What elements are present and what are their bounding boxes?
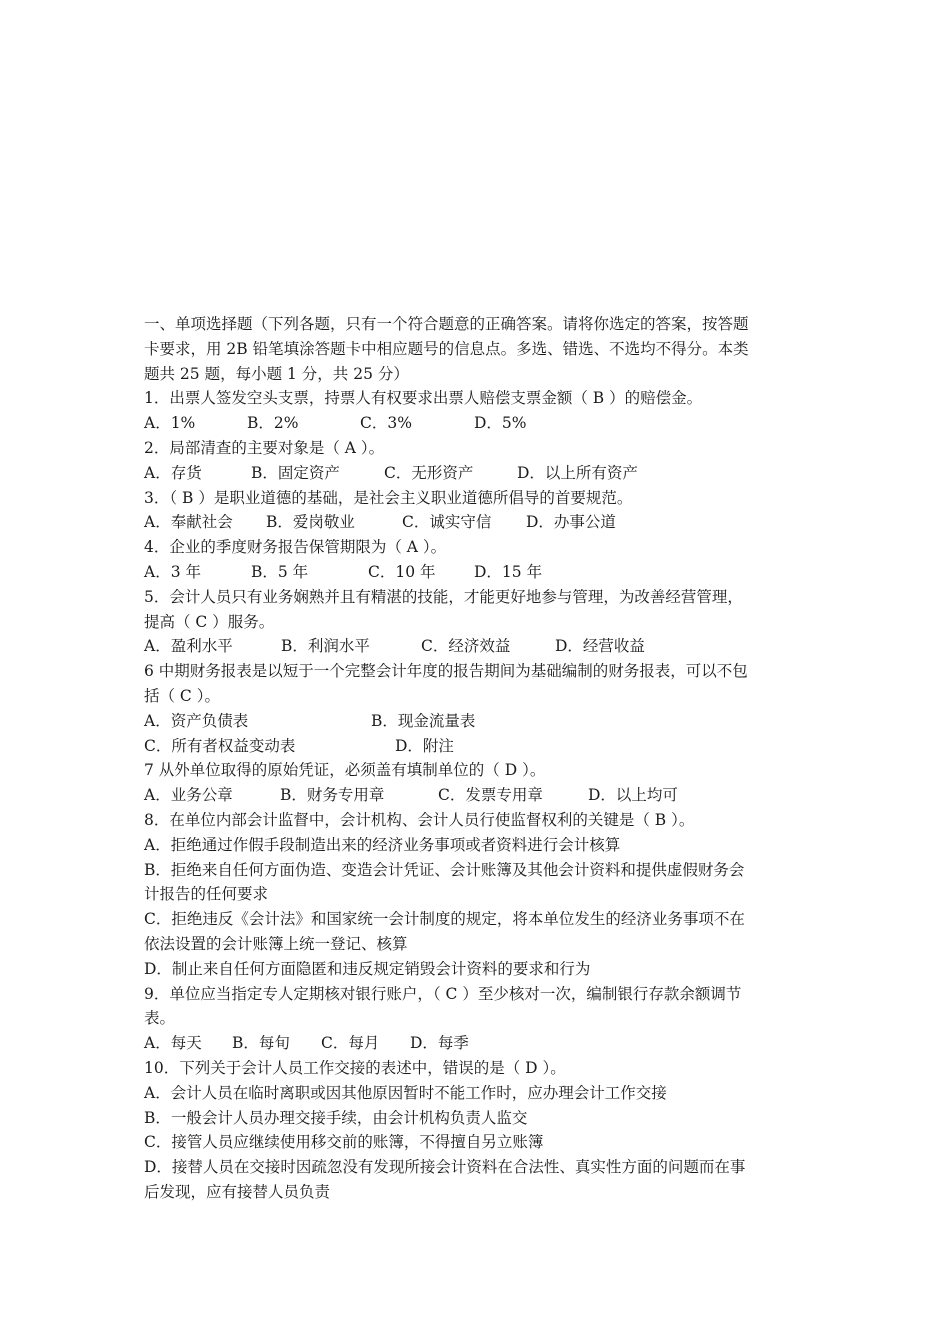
question-stem: 括（ C ）。 (144, 686, 220, 705)
option: C．发票专用章 (438, 786, 543, 805)
option: C．经济效益 (421, 637, 511, 656)
question-stem: 10．下列关于会计人员工作交接的表述中，错误的是（ D ）。 (144, 1058, 566, 1077)
option: D．办事公道 (526, 513, 616, 532)
question-stem: 提高（ C ）服务。 (144, 612, 275, 631)
option: D．5% (474, 414, 527, 433)
option: A．1% (144, 414, 196, 433)
exam-page (144, 312, 812, 1205)
option: C．每月 (321, 1034, 380, 1053)
option: B．2% (247, 414, 299, 433)
options-row (144, 1031, 812, 1056)
question-stem: 1．出票人签发空头支票，持票人有权要求出票人赔偿支票金额（ B ）的赔偿金。 (144, 389, 703, 408)
option: C．10 年 (368, 562, 436, 581)
option: A．每天 (144, 1034, 202, 1053)
option: C．3% (360, 414, 412, 433)
option: A．会计人员在临时离职或因其他原因暂时不能工作时，应办理会计工作交接 (144, 1083, 667, 1102)
option: B．每旬 (232, 1034, 290, 1053)
question-stem: 6 中期财务报表是以短于一个完整会计年度的报告期间为基础编制的财务报表，可以不包 (144, 662, 748, 681)
option: D．附注 (395, 736, 454, 755)
option: B．爱岗敬业 (266, 513, 355, 532)
option: C．所有者权益变动表 (144, 736, 296, 755)
option: B．财务专用章 (280, 786, 385, 805)
option: A．奉献社会 (144, 513, 233, 532)
options-row (144, 783, 812, 808)
option: A．业务公章 (144, 786, 233, 805)
option: 计报告的任何要求 (144, 885, 269, 904)
question-stem: 4．企业的季度财务报告保管期限为（ A ）。 (144, 538, 447, 557)
option: A．存货 (144, 463, 202, 482)
options-row (144, 510, 812, 535)
options-row (144, 560, 812, 585)
option: D．制止来自任何方面隐匿和违反规定销毁会计资料的要求和行为 (144, 959, 591, 978)
option: B．固定资产 (251, 463, 340, 482)
option: A．3 年 (144, 562, 201, 581)
option: A．拒绝通过作假手段制造出来的经济业务事项或者资料进行会计核算 (144, 835, 621, 854)
question-stem: 8．在单位内部会计监督中，会计机构、会计人员行使监督权利的关键是（ B ）。 (144, 810, 695, 829)
option: A．资产负债表 (144, 711, 249, 730)
options-row (144, 634, 812, 659)
option: D．以上所有资产 (517, 463, 638, 482)
option: C．拒绝违反《会计法》和国家统一会计制度的规定，将本单位发生的经济业务事项不在 (144, 910, 745, 929)
option: B．5 年 (251, 562, 309, 581)
option: C．诚实守信 (402, 513, 492, 532)
option: B．拒绝来自任何方面伪造、变造会计凭证、会计账簿及其他会计资料和提供虚假财务会 (144, 860, 745, 879)
options-row (144, 411, 812, 436)
option: B．现金流量表 (371, 711, 476, 730)
section-header-line: 题共 25 题，每小题 1 分，共 25 分） (144, 364, 409, 383)
option: C．无形资产 (384, 463, 474, 482)
option: D．接替人员在交接时因疏忽没有发现所接会计资料在合法性、真实性方面的问题而在事 (144, 1158, 746, 1177)
question-stem: 7 从外单位取得的原始凭证，必须盖有填制单位的（ D ）。 (144, 761, 546, 780)
option: C．接管人员应继续使用移交前的账簿，不得擅自另立账簿 (144, 1133, 544, 1152)
option: B．利润水平 (281, 637, 370, 656)
option: D．经营收益 (555, 637, 645, 656)
option: 后发现，应有接替人员负责 (144, 1182, 331, 1201)
option: D．每季 (410, 1034, 469, 1053)
option: D．15 年 (474, 562, 543, 581)
options-row (144, 461, 812, 486)
question-stem: 9．单位应当指定专人定期核对银行账户，（ C ）至少核对一次，编制银行存款余额调节 (144, 984, 742, 1003)
section-header-line: 一、单项选择题（下列各题，只有一个符合题意的正确答案。请将你选定的答案，按答题 (144, 315, 749, 333)
option: A．盈利水平 (144, 637, 233, 656)
question-stem: 5．会计人员只有业务娴熟并且有精湛的技能，才能更好地参与管理，为改善经营管理， (144, 587, 743, 606)
section-header-line: 卡要求，用 2B 铅笔填涂答题卡中相应题号的信息点。多选、错选、不选均不得分。本类 (144, 339, 749, 358)
option: 依法设置的会计账簿上统一登记、核算 (144, 934, 408, 953)
question-stem: 2．局部清查的主要对象是（ A ）。 (144, 438, 385, 457)
option: D．以上均可 (588, 786, 678, 805)
question-stem: 3．（ B ）是职业道德的基础，是社会主义职业道德所倡导的首要规范。 (144, 488, 633, 507)
options-row (144, 734, 812, 759)
options-row (144, 709, 812, 734)
question-stem: 表。 (144, 1009, 176, 1028)
option: B．一般会计人员办理交接手续，由会计机构负责人监交 (144, 1108, 528, 1127)
